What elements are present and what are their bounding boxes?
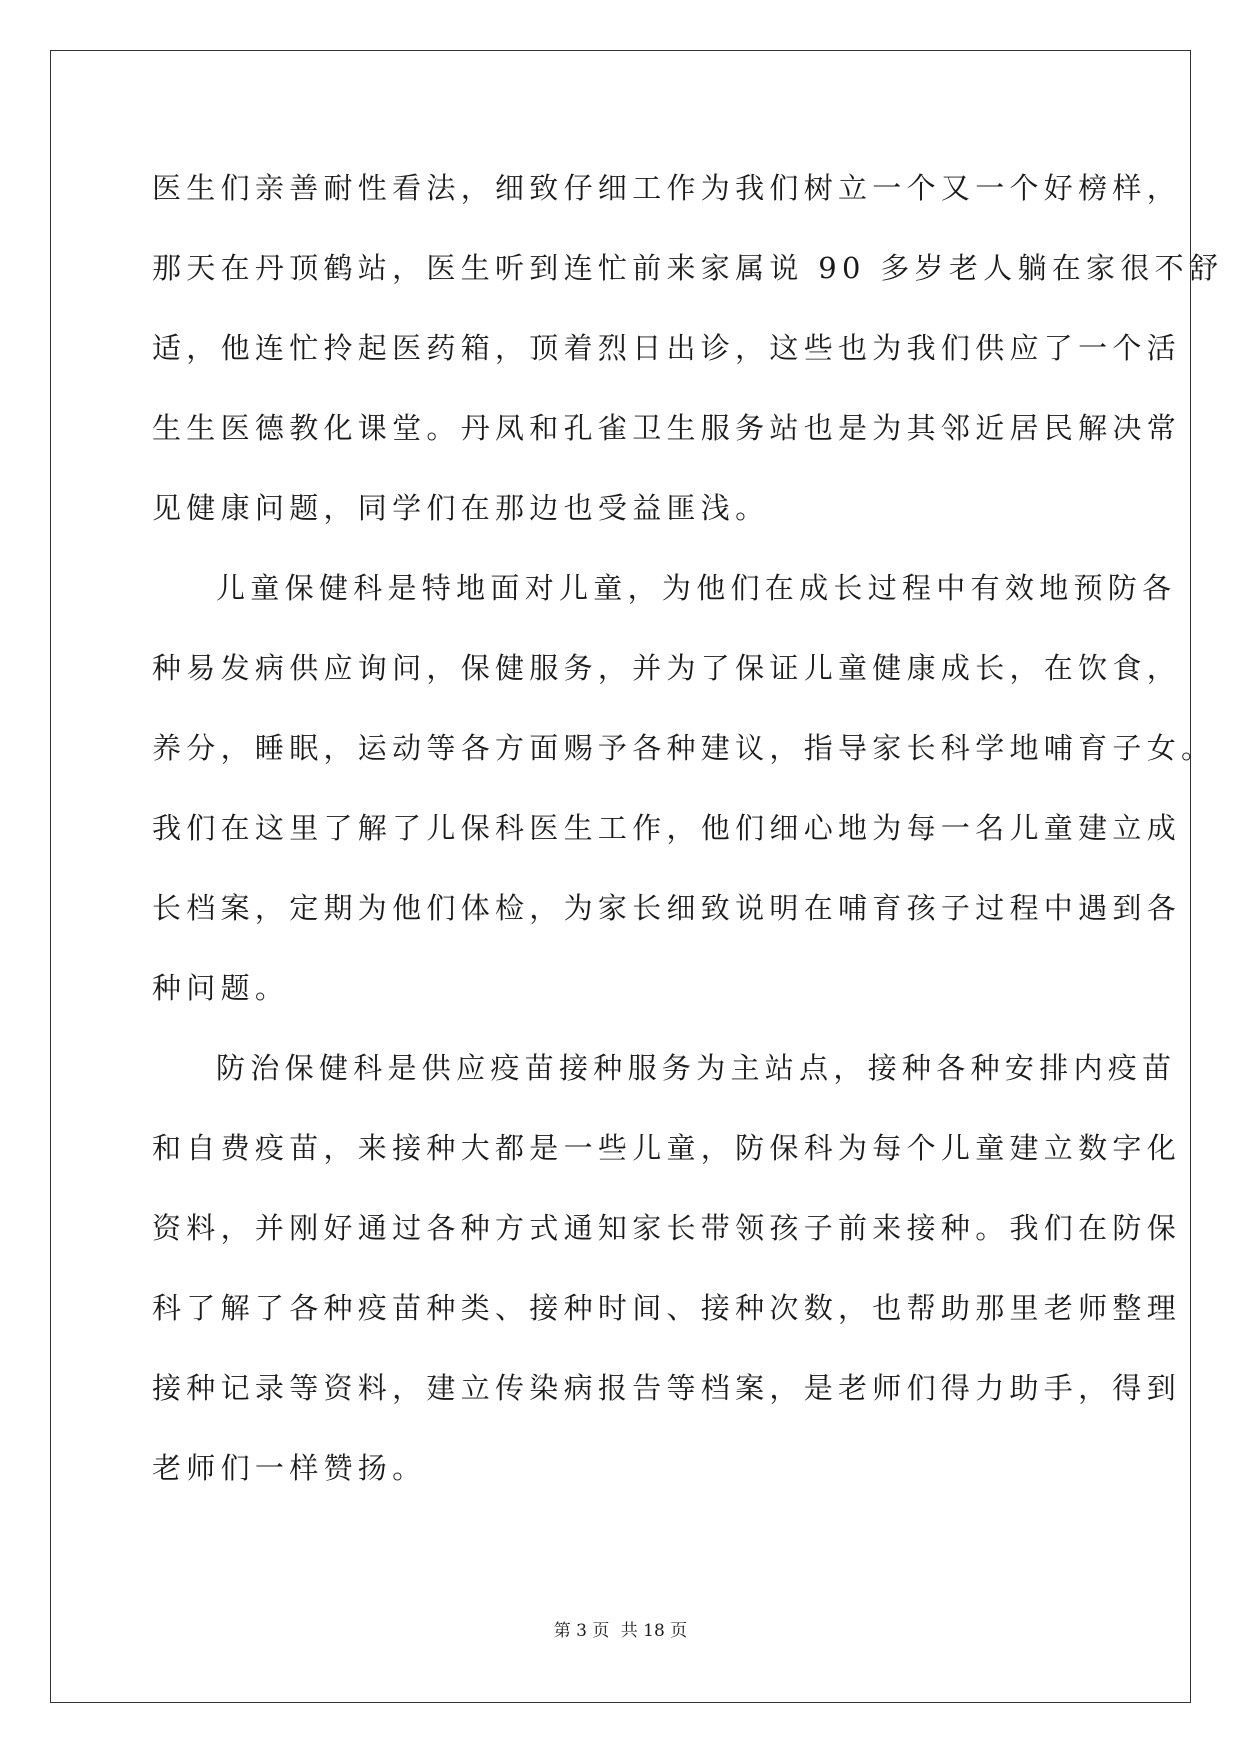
- text-line: 那天在丹顶鹤站，医生听到连忙前来家属说 90 多岁老人躺在家很不舒: [152, 251, 1224, 285]
- text-line: 长档案，定期为他们体检，为家长细致说明在哺育孩子过程中遇到各: [152, 891, 1182, 925]
- text-line: 老师们一样赞扬。: [152, 1451, 427, 1485]
- text-line: 适，他连忙拎起医药箱，顶着烈日出诊，这些也为我们供应了一个活: [152, 331, 1182, 365]
- document-body: [152, 160, 1224, 1520]
- text-line: 我们在这里了解了儿保科医生工作，他们细心地为每一名儿童建立成: [152, 811, 1182, 845]
- text-line: 医生们亲善耐性看法，细致仔细工作为我们树立一个又一个好榜样，: [152, 171, 1182, 205]
- total-page-count: 共 18 页: [620, 1621, 688, 1641]
- text-line: 养分，睡眠，运动等各方面赐予各种建议，指导家长科学地哺育子女。: [152, 731, 1216, 765]
- text-line: 种易发病供应询问，保健服务，并为了保证儿童健康成长，在饮食，: [152, 651, 1182, 685]
- page-footer: [0, 1616, 1241, 1641]
- text-line: 资料，并刚好通过各种方式通知家长带领孩子前来接种。我们在防保: [152, 1211, 1182, 1245]
- paragraph-start-line: 防治保健科是供应疫苗接种服务为主站点，接种各种安排内疫苗: [216, 1051, 1177, 1085]
- text-line: 和自费疫苗，来接种大都是一些儿童，防保科为每个儿童建立数字化: [152, 1131, 1182, 1165]
- text-line: 接种记录等资料，建立传染病报告等档案，是老师们得力助手，得到: [152, 1371, 1182, 1405]
- current-page-number: 第 3 页: [553, 1621, 610, 1641]
- paragraph-start-line: 儿童保健科是特地面对儿童，为他们在成长过程中有效地预防各: [216, 571, 1177, 605]
- text-line: 见健康问题，同学们在那边也受益匪浅。: [152, 491, 770, 525]
- text-line: 生生医德教化课堂。丹凤和孔雀卫生服务站也是为其邻近居民解决常: [152, 411, 1182, 445]
- text-line: 科了解了各种疫苗种类、接种时间、接种次数，也帮助那里老师整理: [152, 1291, 1182, 1325]
- text-line: 种问题。: [152, 971, 290, 1005]
